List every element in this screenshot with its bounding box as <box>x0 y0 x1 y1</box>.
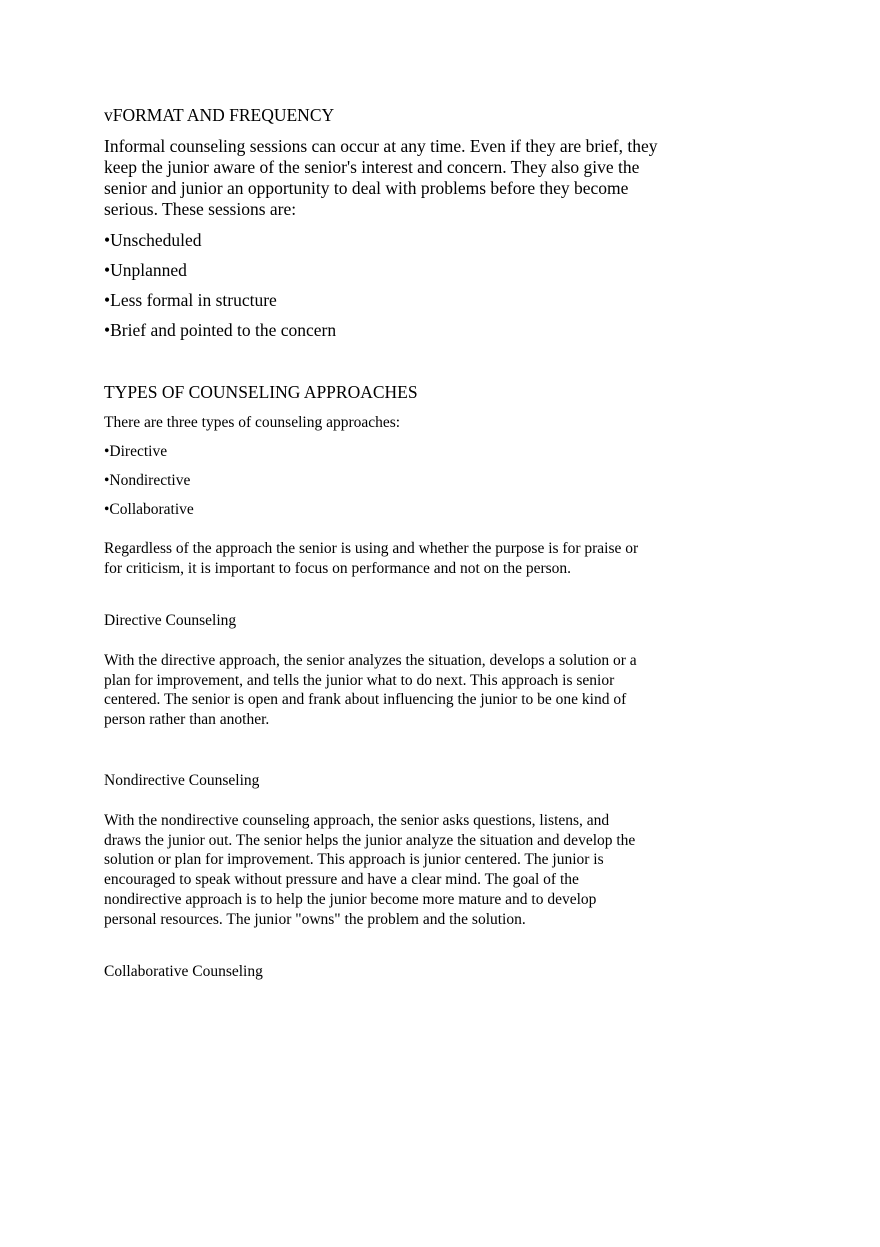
paragraph-regardless <box>104 539 638 578</box>
bullet-item-unscheduled: •Unscheduled <box>104 230 202 250</box>
subheading-collaborative-counseling: Collaborative Counseling <box>104 963 263 980</box>
subheading-directive-counseling: Directive Counseling <box>104 612 237 629</box>
paragraph-directive <box>104 651 637 730</box>
bullet-item-nondirective: •Nondirective <box>104 472 191 489</box>
paragraph-line: solution or plan for improvement. This approach is junior centered. The junior is <box>104 851 604 869</box>
paragraph-line: personal resources. The junior "owns" the problem and the solution. <box>104 910 526 928</box>
bullet-item-less-formal: •Less formal in structure <box>104 290 277 310</box>
paragraph-line: With the directive approach, the senior analyzes the situation, develops a solution or a <box>104 652 637 669</box>
paragraph-line: senior and junior an opportunity to deal with problems before they become <box>104 178 629 198</box>
paragraph-line: for criticism, it is important to focus on performance and not on the person. <box>104 559 572 577</box>
paragraph-line: Informal counseling sessions can occur at any time. Even if they are brief, they <box>104 136 658 156</box>
paragraph-nondirective <box>104 811 635 929</box>
paragraph-line: serious. These sessions are: <box>104 199 297 219</box>
paragraph-line: encouraged to speak without pressure and have a clear mind. The goal of the <box>104 871 579 889</box>
intro-text: There are three types of counseling approaches: <box>104 414 401 431</box>
paragraph-line: With the nondirective counseling approach, the senior asks questions, listens, and <box>104 812 610 829</box>
paragraph-line: plan for improvement, and tells the junior what to do next. This approach is senior <box>104 671 615 689</box>
paragraph-line: Regardless of the approach the senior is using and whether the purpose is for praise or <box>104 540 639 557</box>
bullet-item-brief: •Brief and pointed to the concern <box>104 320 337 340</box>
section-heading-format-frequency: vFORMAT AND FREQUENCY <box>104 105 335 125</box>
bullet-item-directive: •Directive <box>104 443 168 460</box>
subheading-nondirective-counseling: Nondirective Counseling <box>104 772 260 789</box>
paragraph-line: person rather than another. <box>104 711 270 729</box>
paragraph-informal-counseling <box>104 136 658 220</box>
paragraph-line: draws the junior out. The senior helps the junior analyze the situation and develop the <box>104 831 636 849</box>
bullet-item-unplanned: •Unplanned <box>104 260 187 280</box>
section-heading-counseling-types: TYPES OF COUNSELING APPROACHES <box>104 382 418 402</box>
paragraph-line: keep the junior aware of the senior's interest and concern. They also give the <box>104 157 640 177</box>
paragraph-line: nondirective approach is to help the junior become more mature and to develop <box>104 890 597 908</box>
paragraph-line: centered. The senior is open and frank about influencing the junior to be one kind of <box>104 691 627 709</box>
bullet-item-collaborative: •Collaborative <box>104 501 194 518</box>
